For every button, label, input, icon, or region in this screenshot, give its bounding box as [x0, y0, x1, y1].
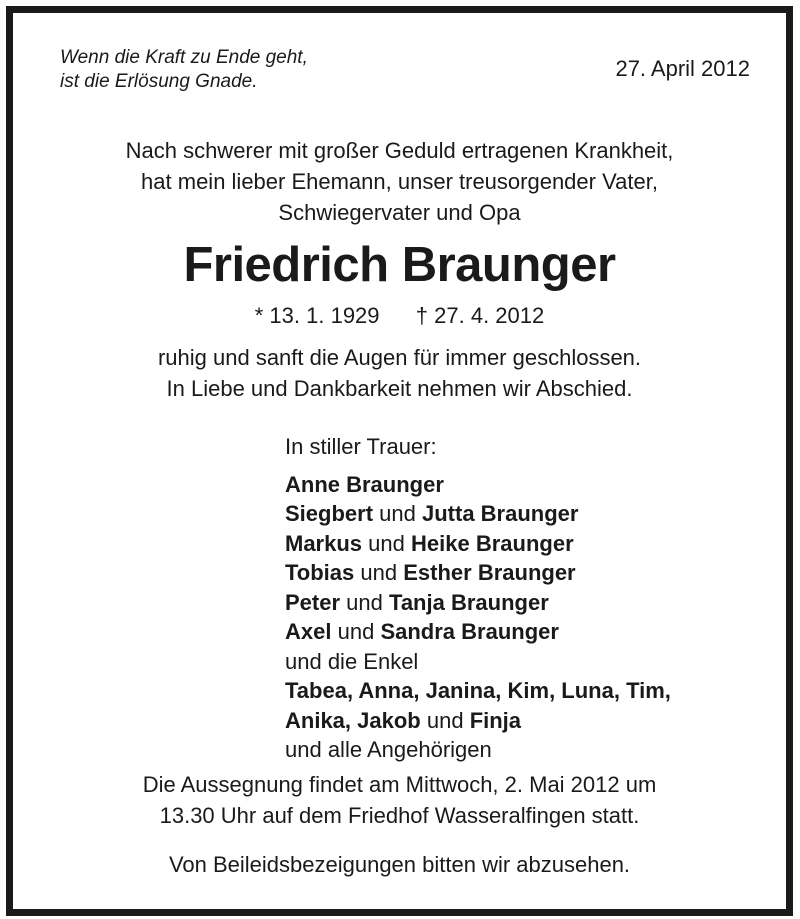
condolence-notice: Von Beileidsbezeigungen bitten wir abzusehen.	[168, 852, 631, 877]
birth-symbol: *	[254, 303, 264, 328]
mourner-entry	[285, 529, 671, 559]
birth-date: 13. 1. 1929	[269, 303, 380, 328]
mourner-entry	[285, 558, 671, 588]
obituary-frame	[6, 6, 793, 916]
grandchildren-names: Finja	[469, 707, 522, 733]
und-connector: und	[368, 530, 405, 556]
mourner-name: Jutta Braunger	[422, 501, 579, 526]
motto	[60, 46, 308, 94]
closing-text	[13, 342, 786, 404]
mourners-list	[285, 432, 671, 765]
mourner-entry	[285, 617, 671, 647]
und-connector: und	[337, 619, 375, 644]
mourner-name: Axel	[285, 619, 332, 644]
und-connector: und	[379, 501, 416, 526]
mourner-name: Tobias	[285, 560, 355, 585]
mourner-name: Heike Braunger	[411, 530, 574, 556]
mourner-entry	[285, 470, 671, 500]
ceremony-notice	[13, 769, 786, 831]
motto-line: ist die Erlösung Gnade.	[60, 71, 258, 92]
mourners-heading: In stiller Trauer:	[285, 434, 437, 459]
mourner-name: Markus	[285, 530, 363, 556]
grandchildren-line	[285, 676, 671, 706]
mourner-name: Tanja Braunger	[389, 589, 549, 615]
mourner-name: Sandra Braunger	[380, 619, 559, 644]
und-connector: und	[360, 560, 398, 585]
mourner-name: Siegbert	[285, 501, 374, 526]
und-connector: und	[346, 589, 383, 615]
mourner-name: Anne Braunger	[285, 471, 444, 497]
und-connector: und	[426, 707, 464, 733]
closing-line: ruhig und sanft die Augen für immer geschlossen.	[157, 345, 642, 370]
intro-text	[13, 135, 786, 228]
ceremony-line: Die Aussegnung findet am Mittwoch, 2. Mai 2012 um	[142, 772, 657, 797]
death-date: 27. 4. 2012	[434, 303, 545, 328]
intro-line: Nach schwerer mit großer Geduld ertragenen Krankheit,	[125, 138, 674, 163]
death-symbol: †	[415, 303, 429, 328]
intro-line: hat mein lieber Ehemann, unser treusorgender Vater,	[141, 169, 658, 194]
intro-line: Schwiegervater und Opa	[278, 200, 521, 225]
motto-line: Wenn die Kraft zu Ende geht,	[60, 47, 308, 68]
mourner-name: Peter	[285, 589, 341, 615]
mourner-entry	[285, 499, 671, 529]
life-dates	[13, 302, 786, 330]
mourner-name: Esther Braunger	[403, 560, 576, 585]
grandchildren-names: Anika, Jakob	[285, 707, 421, 733]
grandchildren-names: Tabea, Anna, Janina, Kim, Luna, Tim,	[285, 678, 671, 703]
publication-date: 27. April 2012	[615, 56, 750, 81]
grandchildren-intro: und die Enkel	[285, 648, 419, 674]
mourner-entry	[285, 588, 671, 618]
closing-line: In Liebe und Dankbarkeit nehmen wir Abschied.	[166, 376, 633, 401]
ceremony-line: 13.30 Uhr auf dem Friedhof Wasseralfingen statt.	[159, 803, 640, 828]
deceased-name: Friedrich Braunger	[183, 238, 616, 292]
relatives-line: und alle Angehörigen	[285, 737, 492, 762]
grandchildren-line	[285, 706, 671, 736]
